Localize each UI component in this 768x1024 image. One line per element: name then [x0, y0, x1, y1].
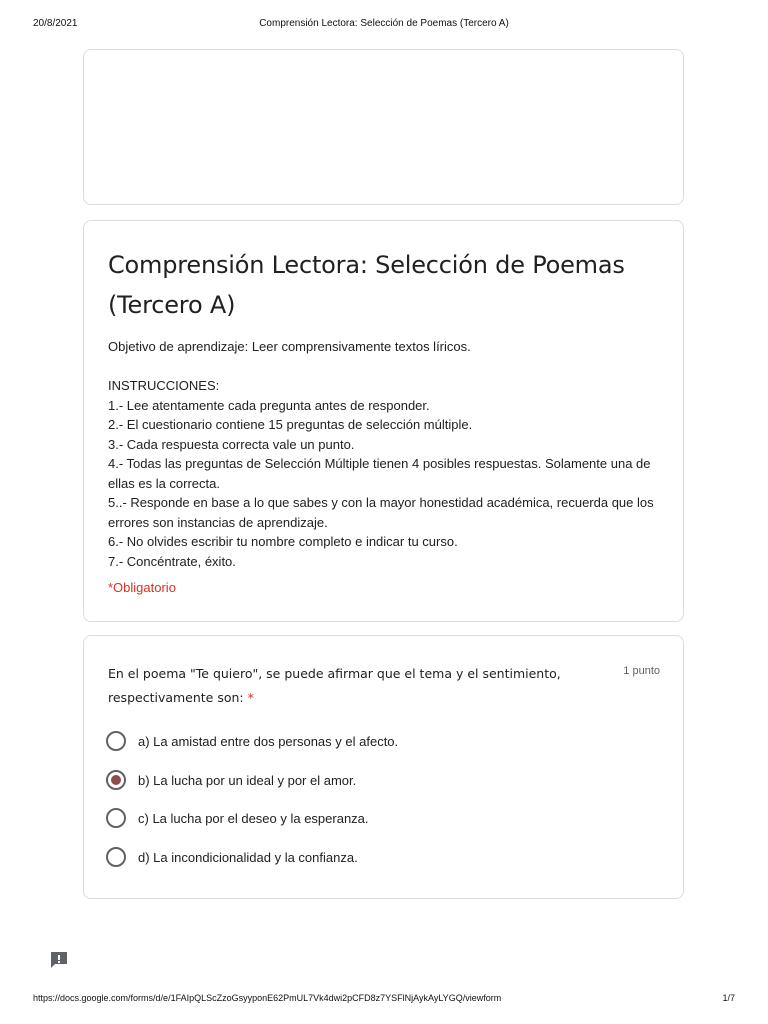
form-title: Comprensión Lectora: Selección de Poemas (Tercero A)	[108, 251, 625, 319]
print-page-number: 1/7	[722, 993, 735, 1003]
radio-checked-icon[interactable]	[106, 770, 126, 790]
option-label: c) La lucha por el deseo y la esperanza.	[138, 810, 369, 826]
question-points: 1 punto	[623, 665, 660, 677]
question-card	[83, 635, 684, 899]
radio-unchecked-icon[interactable]	[106, 847, 126, 867]
option-d[interactable]	[106, 846, 358, 868]
print-header	[0, 18, 768, 32]
form-intro-card	[83, 220, 684, 622]
print-footer	[0, 993, 768, 1007]
print-url: https://docs.google.com/forms/d/e/1FAIpQLScZzoGsyyponE62PmUL7Vk4dwi2pCFD8z7YSFlNjAykAyLYGQ/viewform	[33, 993, 502, 1003]
form-description: Objetivo de aprendizaje: Leer comprensivamente textos líricos. INSTRUCCIONES: 1.- Lee atentamente cada pregunta antes de responder. 2.- El cuestionario contiene 15 preguntas de selección múltiple. 3.- Cada respuesta correcta vale un punto. 4.- Todas las preguntas de Selección Múltiple tienen 4 posibles respuestas. Solamente una de ellas es la correcta. 5..- Responde en base a lo que sabes y con la mayor honestidad académica, recuerda que los errores son instancias de aprendizaje. 6.- No olvides escribir tu nombre completo e indicar tu curso. 7.- Concéntrate, éxito.	[108, 339, 654, 569]
required-note: *Obligatorio	[108, 580, 176, 595]
option-label: b) La lucha por un ideal y por el amor.	[138, 772, 357, 788]
required-asterisk: *	[247, 690, 254, 705]
question-text	[108, 662, 608, 710]
option-label: a) La amistad entre dos personas y el afecto.	[138, 733, 399, 749]
form-header-banner	[83, 49, 684, 205]
option-c[interactable]	[106, 807, 369, 829]
question-label: En el poema "Te quiero", se puede afirmar que el tema y el sentimiento, respectivamente son:	[108, 666, 561, 705]
print-date: 20/8/2021	[33, 18, 78, 29]
option-a[interactable]	[106, 730, 398, 752]
radio-unchecked-icon[interactable]	[106, 808, 126, 828]
radio-unchecked-icon[interactable]	[106, 731, 126, 751]
option-b[interactable]	[106, 769, 356, 791]
feedback-icon[interactable]	[49, 950, 69, 970]
option-label: d) La incondicionalidad y la confianza.	[138, 849, 358, 865]
print-title: Comprensión Lectora: Selección de Poemas (Tercero A)	[259, 18, 509, 29]
